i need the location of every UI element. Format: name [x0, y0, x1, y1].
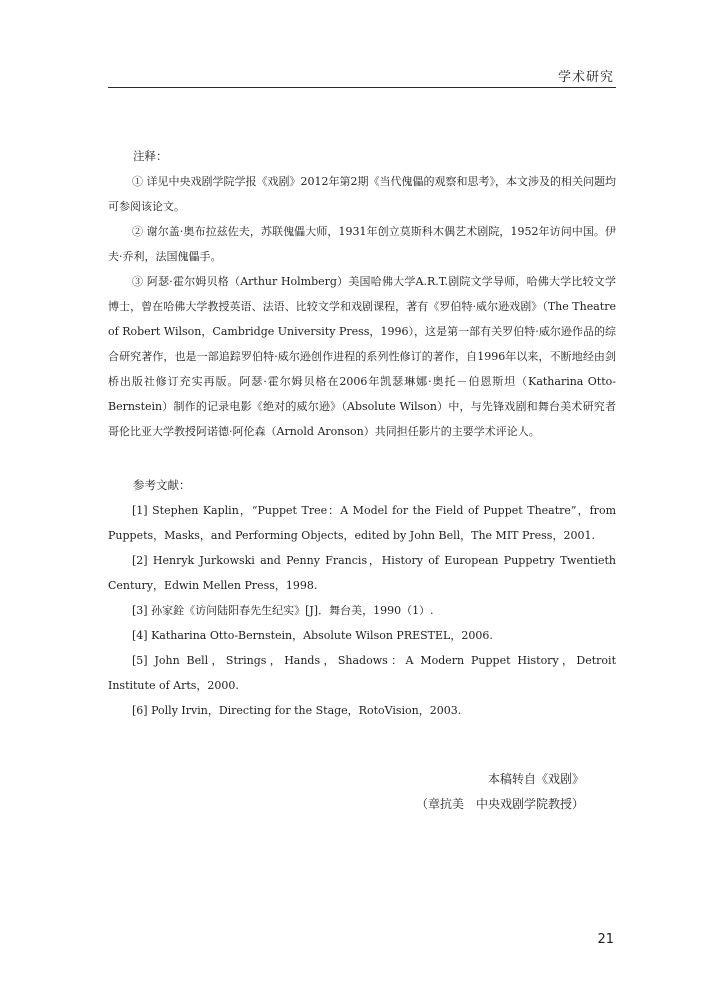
reference-item: [2] Henryk Jurkowski and Penny Francis，History of European Puppetry Twentieth Century，Edwin Mellen Press，1998.: [108, 554, 616, 592]
section-label: 学术研究: [557, 70, 614, 85]
article-body: [108, 144, 616, 723]
note-item: ② 谢尔盖·奥布拉兹佐夫，苏联傀儡大师，1931年创立莫斯科木偶艺术剧院，1952年访问中国。伊夫·乔利，法国傀儡手。: [108, 225, 616, 263]
reference-item: [5] John Bell，Strings，Hands，Shadows：A Modern Puppet History，Detroit Institute of Arts，2000.: [108, 654, 616, 692]
references-heading: 参考文献：: [133, 478, 191, 492]
page-number: 21: [597, 932, 614, 947]
reference-item: [3] 孙家銓《访问陆阳春先生纪实》[J]．舞台美，1990（1）.: [132, 604, 434, 617]
note-item: ③ 阿瑟·霍尔姆贝格（Arthur Holmberg）美国哈佛大学A.R.T.剧院文学导师，哈佛大学比较文学博士，曾在哈佛大学教授英语、法语、比较文学和戏剧课程，著有《罗伯特·威尔逊戏剧》（The Theatre of Robert Wilson，Cambridge University Press，1996），这是第一部有关罗伯特·威尔逊作品的综合研究著作，也是一部追踪罗伯特·威尔逊创作进程的系列性修订的著作，自1996年以来，不断地经由剑桥出版社修订充实再版。阿瑟·霍尔姆贝格在2006年凯瑟琳娜·奥托－伯恩斯坦（Katharina Otto-Bernstein）制作的记录电影《绝对的威尔逊》（Absolute Wilson）中，与先锋戏剧和舞台美术研究者哥伦比亚大学教授阿诺德·阿伦森（Arnold Aronson）共同担任影片的主要学术评论人。: [108, 275, 616, 438]
reference-item: [6] Polly Irvin，Directing for the Stage，RotoVision，2003.: [132, 704, 462, 717]
reference-item: [4] Katharina Otto-Bernstein，Absolute Wilson PRESTEL，2006.: [132, 629, 493, 642]
source-note: 本稿转自《戏剧》: [487, 772, 584, 786]
note-item: ① 详见中央戏剧学院学报《戏剧》2012年第2期《当代傀儡的观察和思考》，本文涉及的相关问题均可参阅该论文。: [108, 175, 616, 213]
reference-item: [1] Stephen Kaplin，“Puppet Tree：A Model for the Field of Puppet Theatre”，from Puppets，Masks，and Performing Objects，edited by John Bell，The MIT Press，2001.: [108, 504, 616, 542]
section-spacer: [108, 444, 616, 473]
author-credit: （章抗美 中央戏剧学院教授）: [415, 797, 584, 811]
header-rule: [108, 87, 616, 88]
notes-heading: 注释：: [133, 149, 168, 163]
